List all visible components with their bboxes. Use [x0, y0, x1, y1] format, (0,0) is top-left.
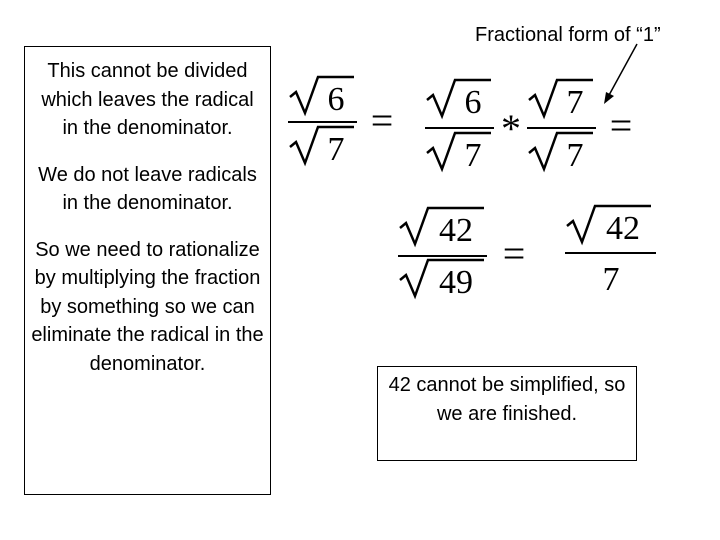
equals-sign: = [502, 231, 526, 276]
conclusion-text: 42 cannot be simplified, so we are finished. [388, 374, 626, 425]
radicand: 42 [606, 210, 640, 247]
fraction-sqrt6-over-sqrt7 [288, 77, 357, 168]
multiply-sign: * [501, 106, 521, 151]
equals-sign: = [370, 98, 394, 143]
radicand: 49 [439, 264, 473, 301]
explanation-paragraph-2: We do not leave radicals in the denominator. [38, 163, 257, 214]
fractional-form-note: Fractional form of “1” [475, 24, 661, 46]
fraction-sqrt42-over-7 [565, 206, 656, 298]
radicand: 6 [327, 81, 345, 118]
radicand: 42 [439, 212, 473, 249]
explanation-paragraph-3: So we need to rationalize by multiplying the fraction by something so we can eliminate the radical in the denominator. [31, 238, 264, 375]
radicand: 6 [464, 84, 482, 121]
radicand: 7 [566, 84, 584, 121]
denominator: 7 [602, 261, 620, 298]
radicand: 7 [464, 137, 482, 174]
pointer-arrow-line [608, 44, 637, 97]
radicand: 7 [327, 131, 345, 168]
fraction-sqrt6-over-sqrt7 [425, 80, 494, 174]
radicand: 7 [566, 137, 584, 174]
explanation-paragraph-1: This cannot be divided which leaves the radical in the denominator. [41, 60, 254, 139]
fraction-sqrt7-over-sqrt7 [527, 80, 596, 174]
fraction-sqrt42-over-sqrt49 [398, 208, 487, 301]
equals-sign: = [609, 103, 633, 148]
